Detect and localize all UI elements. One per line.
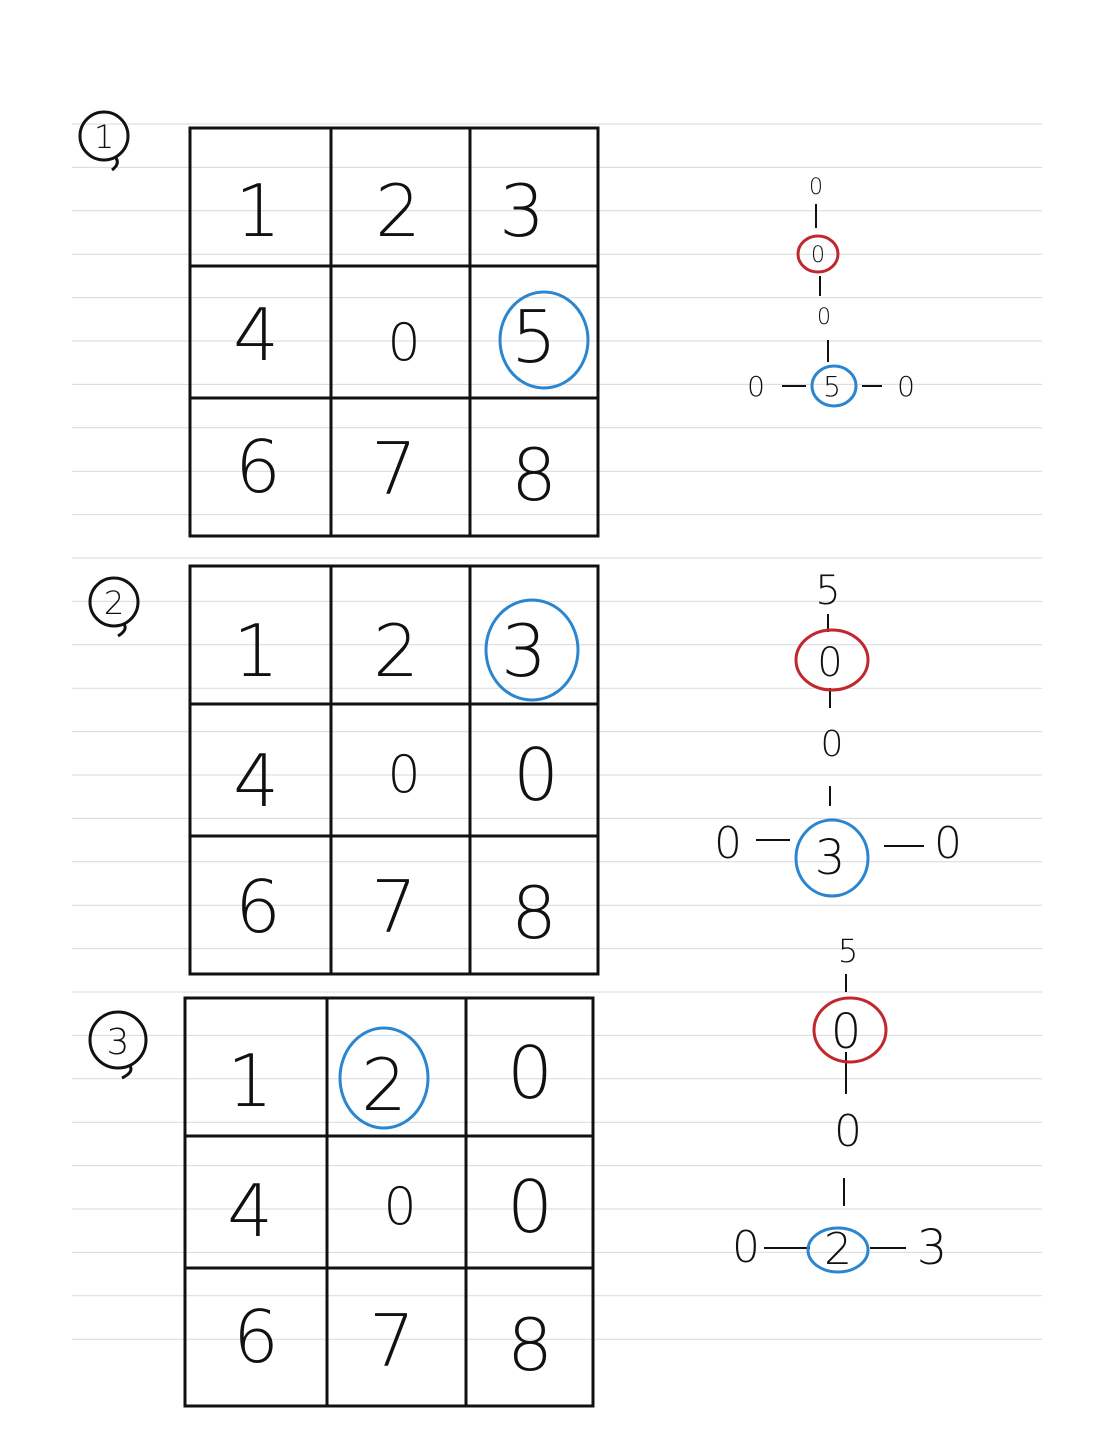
grid-cell: 7: [369, 1299, 415, 1383]
grid-cell: 1: [227, 1039, 273, 1123]
tree-center: 3: [814, 830, 846, 886]
grid-cell: 8: [507, 1303, 553, 1387]
tree-left: 0: [747, 370, 765, 403]
grid-cell: 0: [507, 1165, 553, 1249]
step-2-cells: [233, 609, 559, 955]
step-1-cells: [233, 169, 557, 517]
grid-cell: 6: [235, 865, 281, 949]
grid-cell: 8: [511, 433, 557, 517]
tree-ring-node: 0: [811, 243, 825, 268]
tree-mid: 0: [820, 724, 844, 765]
grid-cell: 8: [511, 871, 557, 955]
grid-cell: 0: [387, 313, 421, 373]
tree-mid: 0: [834, 1106, 862, 1157]
tree-left: 0: [732, 1222, 760, 1273]
grid-cell: 6: [235, 425, 281, 509]
grid-cell: 2: [373, 609, 419, 693]
step-1: [80, 112, 915, 536]
tree-mid: 0: [817, 305, 831, 330]
tree-ring-node: 0: [817, 640, 843, 686]
step-label: 1: [93, 118, 115, 156]
tree-top: 5: [837, 932, 859, 970]
step-1-tree: [747, 175, 915, 406]
step-2: [90, 566, 962, 974]
grid-cell: 3: [501, 609, 547, 693]
step-1-badge: [80, 112, 128, 170]
tree-right: 0: [934, 818, 962, 869]
step-3: [90, 932, 947, 1406]
grid-cell: 4: [233, 293, 279, 377]
grid-cell: 4: [227, 1169, 273, 1253]
grid-cell: 0: [513, 733, 559, 817]
tree-top: 5: [815, 568, 841, 614]
step-3-tree: [732, 932, 947, 1276]
grid-cell: 0: [383, 1177, 417, 1237]
tree-ring-node: 0: [830, 1004, 862, 1060]
grid-cell: 0: [507, 1031, 553, 1115]
grid-cell: 2: [361, 1043, 407, 1127]
grid-cell: 7: [371, 427, 417, 511]
grid-cell: 7: [371, 865, 417, 949]
step-3-badge: [90, 1012, 146, 1078]
tree-center: 2: [824, 1224, 852, 1275]
step-2-badge: [90, 578, 138, 636]
grid-cell: 2: [375, 169, 421, 253]
step-label: 3: [106, 1022, 130, 1063]
grid-cell: 3: [499, 169, 545, 253]
grid-cell: 0: [387, 745, 421, 805]
grid-cell: 4: [233, 739, 279, 823]
tree-left: 0: [714, 818, 742, 869]
tree-right: 3: [916, 1220, 948, 1276]
grid-cell: 6: [233, 1295, 279, 1379]
grid-cell: 1: [235, 169, 281, 253]
step-label: 2: [103, 584, 125, 622]
grid-cell: 1: [233, 609, 279, 693]
tree-center: 5: [823, 370, 841, 403]
tree-top: 0: [809, 175, 823, 200]
ruled-lines: [72, 124, 1042, 1339]
grid-cell: 5: [511, 295, 557, 379]
tree-right: 0: [897, 370, 915, 403]
